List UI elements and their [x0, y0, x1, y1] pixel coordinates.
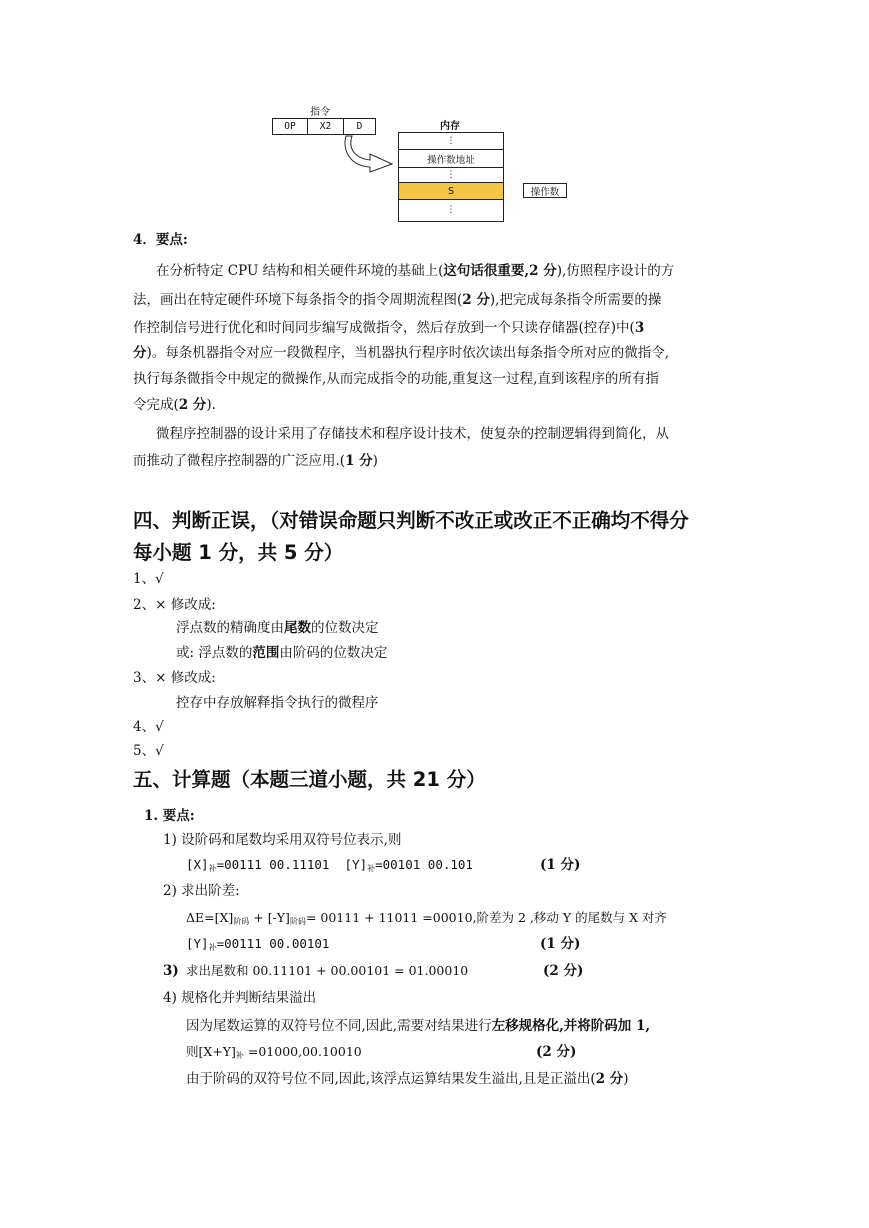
bold-text: 2 分 — [178, 397, 207, 413]
step4-label: 4) 规格化并判断结果溢出 — [163, 990, 317, 1006]
step4-line2-score: (2 分) — [536, 1044, 577, 1060]
bold-text: 3 — [634, 320, 645, 336]
text-line — [133, 344, 669, 362]
text-line — [133, 291, 661, 309]
bold-text: 2 分 — [462, 292, 490, 308]
step1-score: (1 分) — [540, 857, 581, 873]
text-run: 由阶码的位数决定 — [279, 645, 388, 661]
memory-row-s: S — [398, 182, 504, 199]
section5-title: 五、计算题（本题三道小题，共 21 分） — [133, 768, 486, 791]
text-run: ),把完成每条指令所需要的操 — [489, 292, 662, 308]
text-line — [133, 319, 644, 337]
memory-row-ellipsis: ⋮ — [398, 199, 504, 222]
answer-line — [133, 669, 216, 687]
step3-text: 求出尾数和 00.11101 + 00.00101 = 01.00010 — [186, 963, 469, 978]
memory-row-operand-address: 操作数地址 — [398, 149, 504, 167]
memory-row-ellipsis: ⋮ — [398, 132, 504, 149]
step4-line1: 因为尾数运算的双符号位不同,因此,需要对结果进行左移规格化,并将阶码加 1, — [186, 1018, 651, 1034]
text-run: ). — [206, 397, 216, 413]
field-d: D — [343, 118, 376, 135]
memory-caption: 内存 — [440, 121, 460, 132]
text-run: 4、√ — [133, 719, 164, 735]
text-run: 令完成( — [133, 397, 179, 413]
instruction-caption: 指令 — [310, 107, 330, 118]
text-run: 浮点数的精确度由 — [176, 620, 284, 636]
step2-score: (1 分) — [540, 936, 581, 952]
text-line — [133, 452, 378, 470]
text-run: ),仿照程序设计的方 — [556, 263, 675, 279]
bold-text: 这句话很重要,2 分 — [443, 263, 557, 279]
step2-equation: $\Delta E=[X]_{阶码} + [-Y]_{阶码}= 00111 + 11011 =00010$,阶差为 2 ,移动 Y 的尾数与 X 对齐 — [186, 910, 667, 926]
text-run: 而推动了微程序控制器的广泛应用.( — [133, 453, 346, 469]
step3-score: (2 分) — [543, 963, 584, 979]
text-run: 法，画出在特定硬件环境下每条指令的指令周期流程图( — [133, 292, 463, 308]
step3-number: 3) — [163, 963, 179, 979]
text-run: 执行每条微指令中规定的微操作,从而完成指令的功能,重复这一过程,直到该程序的所有指 — [133, 371, 659, 387]
bold-text: 范围 — [252, 645, 280, 661]
text-run: 微程序控制器的设计采用了存储技术和程序设计技术，使复杂的控制逻辑得到简化，从 — [156, 426, 669, 442]
memory-row-ellipsis: ⋮ — [398, 167, 504, 182]
text-line — [133, 396, 216, 414]
text-run: 2、× 修改成: — [133, 597, 216, 613]
bold-text: 1 分 — [345, 453, 373, 469]
text-run: 作控制信号进行优化和时间同步编写成微指令，然后存放到一个只读存储器(控存)中( — [133, 320, 635, 336]
bold-text: 尾数 — [284, 620, 311, 636]
text-line — [133, 370, 659, 388]
step2-y-value: $[Y]_补=00111$ 00.00101 — [186, 936, 330, 952]
text-line — [156, 262, 674, 280]
text-run: )。每条机器指令对应一段微程序，当机器执行程序时依次读出每条指令所对应的微指令, — [146, 345, 670, 361]
item4-heading: 4．要点: — [133, 232, 188, 248]
answer-line — [133, 570, 164, 588]
step1-label: 1) 设阶码和尾数均采用双符号位表示,则 — [163, 832, 402, 848]
field-op: OP — [272, 118, 308, 135]
text-run: 控存中存放解释指令执行的微程序 — [176, 695, 379, 711]
text-run: 1、√ — [133, 571, 164, 587]
field-x2: X2 — [307, 118, 344, 135]
section4-title-line2: 每小题 1 分，共 5 分） — [133, 541, 344, 564]
text-run: ) — [372, 453, 378, 469]
answer-line — [176, 644, 387, 662]
step2-label: 2) 求出阶差: — [163, 883, 240, 899]
step1-equation: $[X]_补=00111$ 00.11101 $[Y]_补=00101$ 00.101 — [186, 857, 473, 873]
answer-line — [133, 742, 164, 760]
answer-line — [176, 694, 379, 712]
q1-heading: 1. 要点: — [144, 808, 195, 824]
section4-title-line1: 四、判断正误，（对错误命题只判断不改正或改正不正确均不得分 — [133, 509, 689, 532]
text-run: 的位数决定 — [311, 620, 379, 636]
text-run: 在分析特定 CPU 结构和相关硬件环境的基础上( — [156, 263, 444, 279]
step4-line3: 由于阶码的双符号位不同,因此,该浮点运算结果发生溢出,且是正溢出(2 分) — [186, 1071, 629, 1087]
text-run: 5、√ — [133, 743, 164, 759]
step4-line2: 则$[X+Y]_补 =01000,00.10010$ — [186, 1044, 362, 1060]
text-run: 3、× 修改成: — [133, 670, 216, 686]
answer-line — [133, 596, 216, 614]
operand-label: 操作数 — [523, 183, 567, 198]
bold-text: 分 — [133, 345, 147, 361]
text-run: 或: 浮点数的 — [176, 645, 253, 661]
answer-line — [133, 718, 164, 736]
pointer-arrow-icon — [344, 134, 402, 174]
text-line — [156, 425, 669, 443]
answer-line — [176, 619, 379, 637]
